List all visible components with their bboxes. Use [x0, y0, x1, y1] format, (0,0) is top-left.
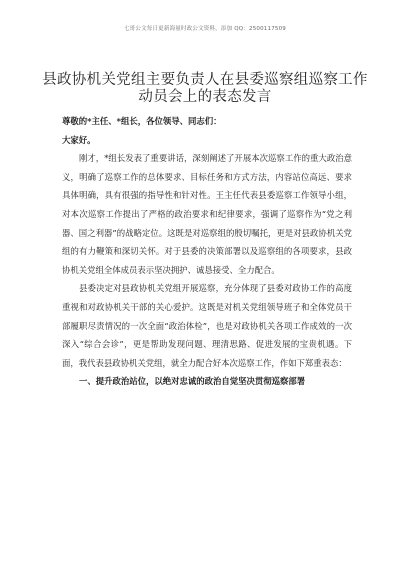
section-heading-1: 一、提升政治站位，以绝对忠诚的政治自觉坚决贯彻巡察部署 — [79, 376, 306, 387]
document-title: 县政协机关党组主要负责人在县委巡察组巡察工作动员会上的表态发言 — [42, 72, 368, 105]
document-body — [62, 112, 352, 391]
paragraph-1: 刚才，*组长发表了重要讲话，深刻阐述了开展本次巡察工作的重大政治意义，明确了巡察工作的总体要求、目标任务和方式方法，内容站位高远、要求具体明确，具有很强的指导性和针对性。王主任代表县委巡察工作领导小组，对本次巡察工作提出了严格的政治要求和纪律要求，强调了巡察作为“党之利器、国之利器”的战略定位。这既是对巡察组的殷切嘱托，更是对县政协机关党组的有力鞭策和深切关怀。对于县委的决策部署以及巡察组的各项要求，县政协机关党组全体成员表示坚决拥护、诚恳接受、全力配合。 — [62, 153, 352, 275]
paragraph-2: 县委决定对县政协机关党组开展巡察，充分体现了县委对政协工作的高度重视和对政协机关干部的关心爱护。这既是对机关党组领导班子和全体党员干部履职尽责情况的一次全面“政治体检”，也是对政协机关各项工作成效的一次深入“综合会诊”，更是帮助发现问题、理清思路、促进发展的宝贵机遇。下面，我代表县政协机关党组，就全力配合好本次巡察工作，作如下郑重表态： — [62, 283, 352, 368]
salutation: 尊敬的*主任、*组长，各位领导、同志们： — [62, 116, 222, 126]
greeting: 大家好。 — [62, 134, 96, 145]
header-watermark: 七哥公文每日更新海量时政公文资料，添加 QQ：2500117509 — [123, 26, 286, 32]
